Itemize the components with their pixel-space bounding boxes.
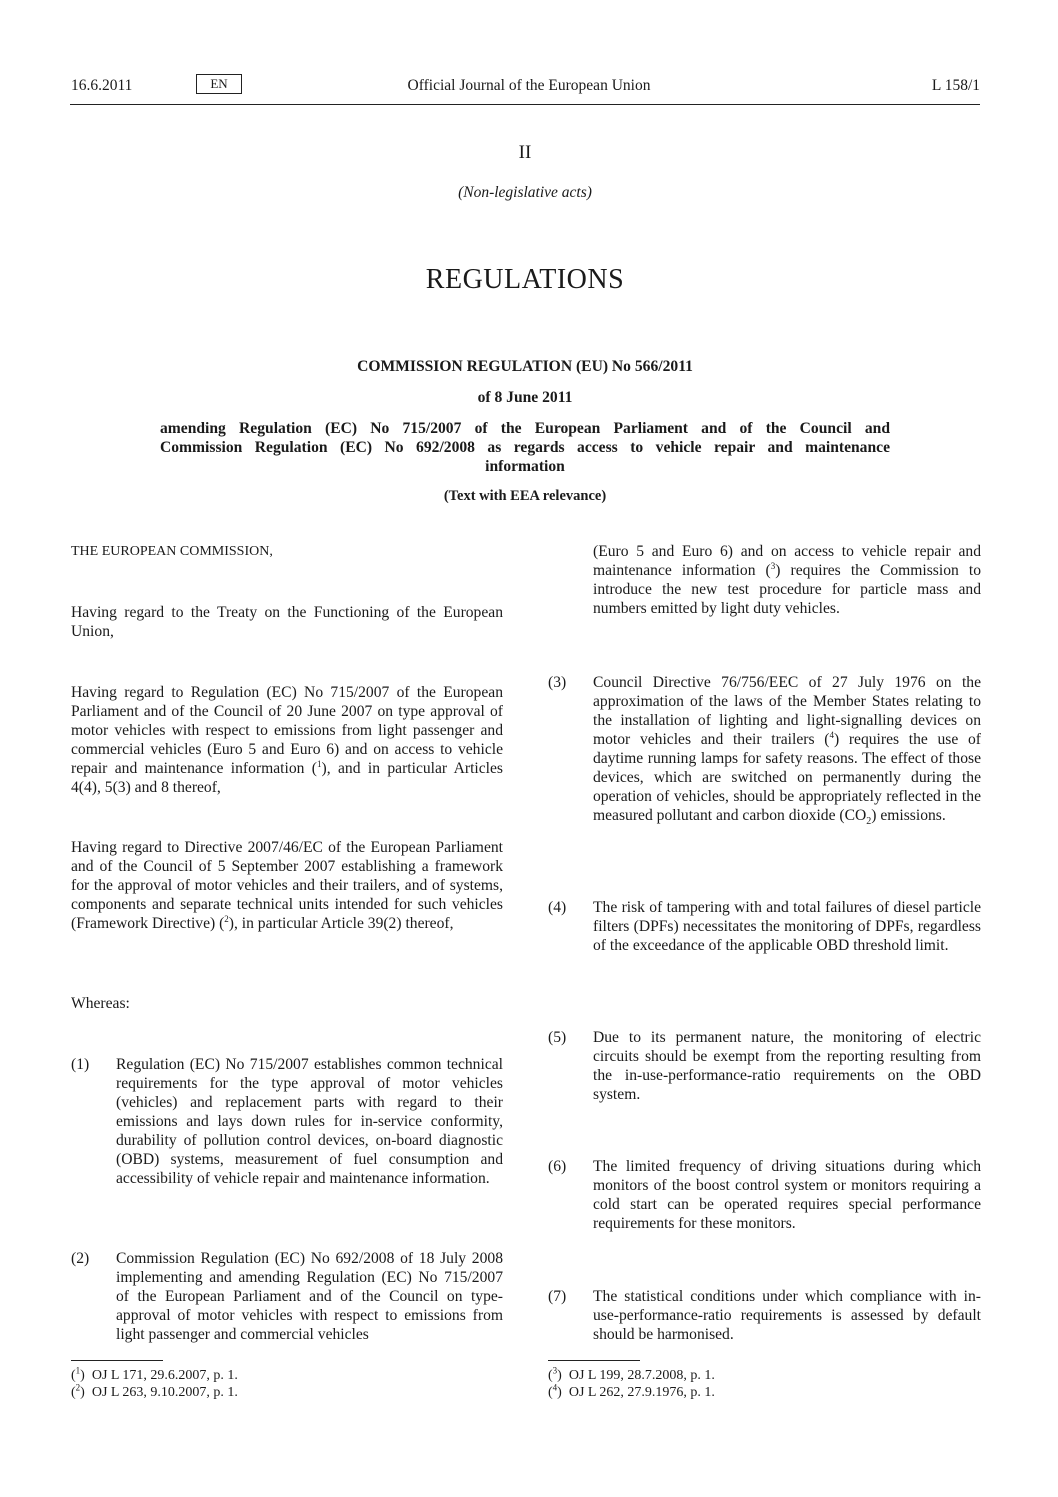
section-number: II (518, 142, 532, 163)
recital-number: (3) (548, 674, 567, 691)
footnote-ref: 3 (770, 560, 776, 571)
regulation-date: of 8 June 2011 (477, 389, 573, 406)
footnote-4: ($^4$) OJ L 262, 27.9.1976, p. 1. (548, 1382, 715, 1400)
recital-regulation-text: Having regard to Regulation (EC) No 715/2007 of the European Parliament and of the Council of 20 June 2007 on type approval of motor vehicles with respect to emissions from light passenger and commercial vehicles (Euro 5 and Euro 6) and on access to vehicle repair and maintenance information ( (71, 684, 503, 777)
journal-date: 16.6.2011 (71, 77, 133, 94)
language-badge: EN (196, 74, 242, 94)
recital-text: (Euro 5 and Euro 6) and on access to vehicle repair and maintenance information ( (593, 543, 981, 579)
footnote-ref: 2 (224, 913, 229, 924)
recital-item-6 (548, 1157, 981, 1237)
recital-item-1 (71, 1055, 503, 1215)
whereas-heading: Whereas: (71, 995, 130, 1012)
recital-item-5 (548, 1028, 981, 1108)
recital-number: (4) (548, 899, 567, 916)
journal-title: Official Journal of the European Union (407, 77, 651, 94)
section-title: REGULATIONS (425, 264, 625, 295)
footnote-text: OJ L 199, 28.7.2008, p. 1. (568, 1368, 715, 1383)
recital-directive-text: ), in particular Article 39(2) thereof, (228, 915, 454, 932)
page-reference: L 158/1 (931, 77, 980, 94)
footnote-2: ($^2$) OJ L 263, 9.10.2007, p. 1. (71, 1382, 238, 1400)
recital-regulation-text: ), and in particular Articles 4(4), 5(3) and 8 thereof, (71, 760, 503, 796)
recital-text-part: ) requires the use of daytime running lamps for safety reasons. The effect of those devices, which are switched on permanently during the operation of vehicles, should be appropriately reflected in the measured pollutant and carbon dioxide (CO (593, 731, 981, 824)
regulation-title: COMMISSION REGULATION (EU) No 566/2011 (357, 358, 693, 375)
footnote-mark: 3 (552, 1365, 558, 1376)
recital-text: The limited frequency of driving situations during which monitors of the boost control system or monitors requiring a cold start can be operated requires special performance requirements for these monitors. (593, 1158, 981, 1232)
recital-number: (2) (71, 1250, 90, 1267)
recital-directive (71, 838, 503, 933)
header-rule (70, 104, 980, 105)
regulation-subject-line: Commission Regulation (EC) No 692/2008 as regards access to vehicle repair and maintenance (160, 439, 890, 456)
footnote-ref: 4 (829, 729, 834, 740)
recital-text: The statistical conditions under which compliance with in-use-performance-ratio requirements is assessed by default should be harmonised. (593, 1288, 981, 1343)
recital-item-7 (548, 1287, 981, 1347)
recital-text: The risk of tampering with and total failures of diesel particle filters (DPFs) necessitates the monitoring of DPFs, regardless of the exceedance of the applicable OBD threshold limit. (593, 899, 981, 954)
section-subtitle: (Non-legislative acts) (458, 184, 592, 201)
footnote-mark: 4 (552, 1382, 558, 1393)
recital-text-part: Council Directive 76/756/EEC of 27 July 1976 on the approximation of the laws of the Member States relating to the installation of lighting and light-signalling devices on motor vehicles and their trailers ( (593, 674, 981, 748)
footnote-rule (548, 1360, 640, 1361)
footnote-text: OJ L 263, 9.10.2007, p. 1. (91, 1385, 238, 1400)
recital-item-2-continued (593, 542, 981, 618)
footnote-text: OJ L 171, 29.6.2007, p. 1. (91, 1368, 238, 1383)
recital-directive-text: Having regard to Directive 2007/46/EC of the European Parliament and of the Council of 5 September 2007 establishing a framework for the approval of motor vehicles and their trailers, and of systems, components and separate technical units intended for such vehicles (Framework Directive) ( (71, 839, 503, 932)
recital-text: Due to its permanent nature, the monitoring of electric circuits should be exempt from the reporting resulting from the in-use-performance-ratio requirements on the OBD system. (593, 1029, 981, 1103)
recital-text-part: ) emissions. (871, 807, 946, 824)
recital-item-4 (548, 898, 981, 978)
recital-regulation (71, 683, 503, 797)
subscript: 2 (866, 816, 872, 828)
recital-item-2 (71, 1249, 503, 1349)
footnote-ref: 1 (317, 758, 322, 769)
recital-number: (5) (548, 1029, 567, 1046)
footnote-text: OJ L 262, 27.9.1976, p. 1. (568, 1385, 715, 1400)
recital-number: (6) (548, 1158, 567, 1175)
recital-text: ) requires the Commission to introduce the new test procedure for particle mass and numbers emitted by light duty vehicles. (593, 562, 982, 617)
commission-heading: THE EUROPEAN COMMISSION, (71, 544, 273, 559)
footnote-mark: 1 (75, 1365, 81, 1376)
recital-treaty: Having regard to the Treaty on the Functioning of the European Union, (71, 604, 503, 640)
regulation-subject-line: amending Regulation (EC) No 715/2007 of the European Parliament and of the Council and (160, 420, 890, 437)
recital-number: (1) (71, 1056, 90, 1073)
recital-text (593, 673, 981, 828)
eea-relevance: (Text with EEA relevance) (443, 488, 607, 504)
recital-item-3 (548, 673, 981, 853)
footnote-3: ($^3$) OJ L 199, 28.7.2008, p. 1. (548, 1365, 715, 1383)
recital-number: (7) (548, 1288, 567, 1305)
regulation-subject-line: information (485, 458, 565, 475)
recital-text: Commission Regulation (EC) No 692/2008 of 18 July 2008 implementing and amending Regulation (EC) No 715/2007 of the European Parliament and of the Council on type-approval of motor vehicles with respect to emissions from light passenger and commercial vehicles (116, 1250, 503, 1343)
footnote-1: ($^1$) OJ L 171, 29.6.2007, p. 1. (71, 1365, 238, 1383)
regulation-subject (160, 419, 890, 476)
footnote-mark: 2 (75, 1382, 81, 1393)
footnote-rule (71, 1360, 163, 1361)
recital-text: Regulation (EC) No 715/2007 establishes common technical requirements for the type approval of motor vehicles (vehicles) and replacement parts with regard to their emissions and lays down rules for in-service conformity, durability of pollution control devices, on-board diagnostic (OBD) systems, measurement of fuel consumption and accessibility of vehicle repair and maintenance information. (116, 1056, 503, 1187)
